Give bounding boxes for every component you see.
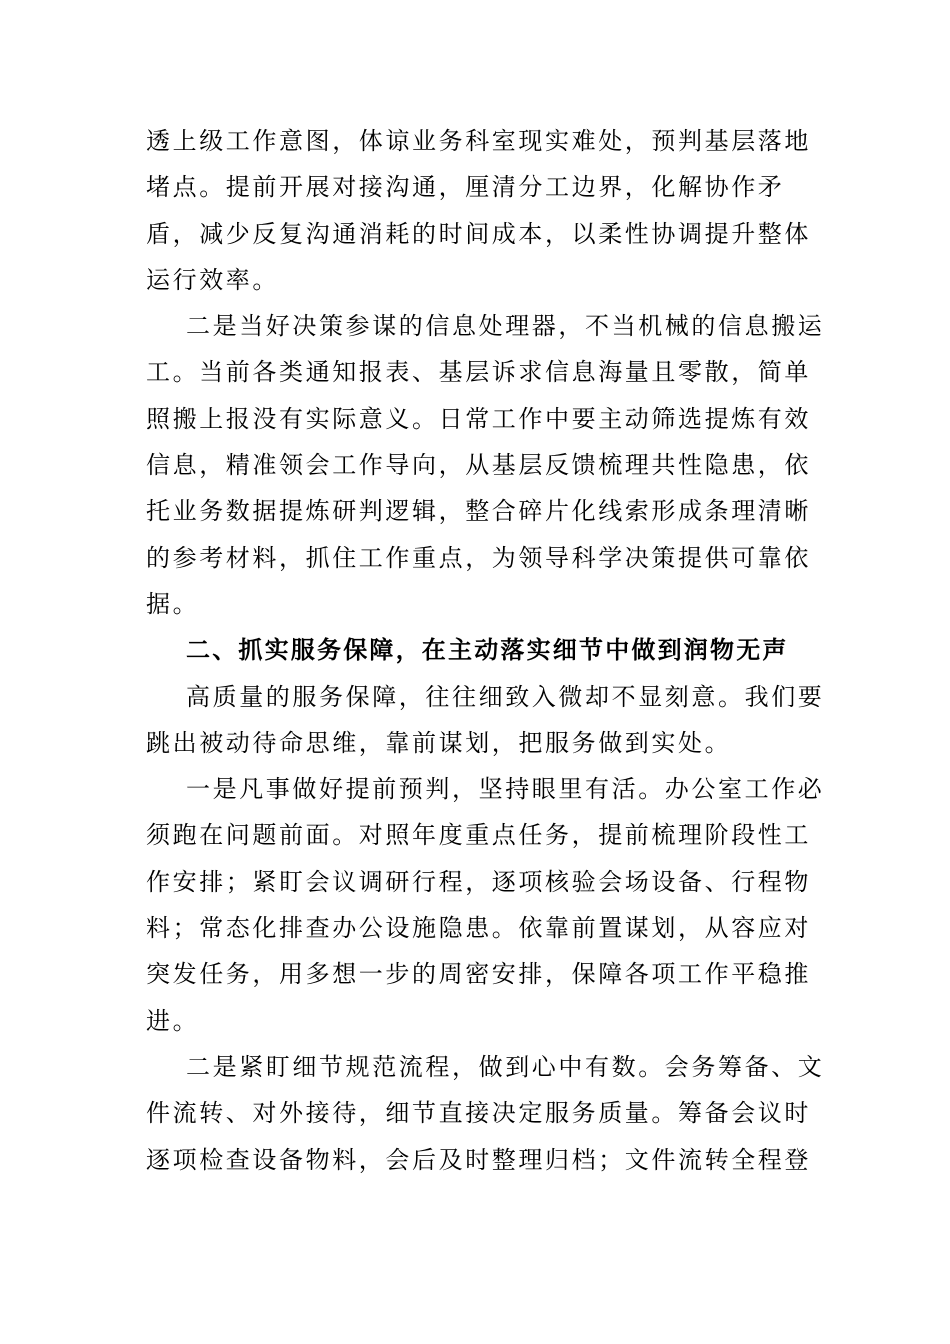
text-line: 据。	[146, 589, 200, 618]
text-line: 透上级工作意图，体谅业务科室现实难处，预判基层落地	[146, 127, 811, 155]
text-line: 照搬上报没有实际意义。日常工作中要主动筛选提炼有效	[146, 404, 811, 433]
paragraph-3	[146, 674, 825, 767]
paragraph-2	[146, 303, 825, 627]
text-line: 逐项检查设备物料，会后及时整理归档；文件流转全程登	[146, 1145, 811, 1174]
text-line: 二是紧盯细节规范流程，做到心中有数。会务筹备、文	[186, 1052, 825, 1081]
text-line: 信息，精准领会工作导向，从基层反馈梳理共性隐患，依	[146, 451, 811, 480]
text-line: 运行效率。	[146, 265, 279, 294]
text-line: 件流转、对外接待，细节直接决定服务质量。筹备会议时	[146, 1099, 811, 1128]
text-line: 堵点。提前开展对接沟通，厘清分工边界，化解协作矛	[146, 173, 785, 202]
paragraph-4	[146, 766, 825, 1044]
paragraph-1	[146, 118, 811, 303]
text-line: 料；常态化排查办公设施隐患。依靠前置谋划，从容应对	[146, 914, 811, 943]
paragraph-5	[146, 1044, 825, 1183]
section-heading: 二、抓实服务保障，在主动落实细节中做到润物无声	[186, 635, 789, 665]
text-line: 一是凡事做好提前预判，坚持眼里有活。办公室工作必	[186, 775, 825, 804]
text-line: 跳出被动待命思维，靠前谋划，把服务做到实处。	[146, 728, 732, 757]
text-line: 高质量的服务保障，往往细致入微却不显刻意。我们要	[186, 682, 825, 711]
text-line: 工。当前各类通知报表、基层诉求信息海量且零散，简单	[146, 358, 811, 387]
text-line: 须跑在问题前面。对照年度重点任务，提前梳理阶段性工	[146, 821, 811, 850]
text-line: 作安排；紧盯会议调研行程，逐项核验会场设备、行程物	[146, 867, 811, 896]
text-line: 二是当好决策参谋的信息处理器，不当机械的信息搬运	[186, 312, 825, 341]
text-line: 盾，减少反复沟通消耗的时间成本，以柔性协调提升整体	[146, 219, 811, 248]
text-line: 突发任务，用多想一步的周密安排，保障各项工作平稳推	[146, 960, 811, 989]
text-line: 托业务数据提炼研判逻辑，整合碎片化线索形成条理清晰	[146, 497, 811, 526]
text-line: 的参考材料，抓住工作重点，为领导科学决策提供可靠依	[146, 543, 811, 572]
text-line: 进。	[146, 1006, 200, 1035]
document-body	[146, 118, 825, 1183]
